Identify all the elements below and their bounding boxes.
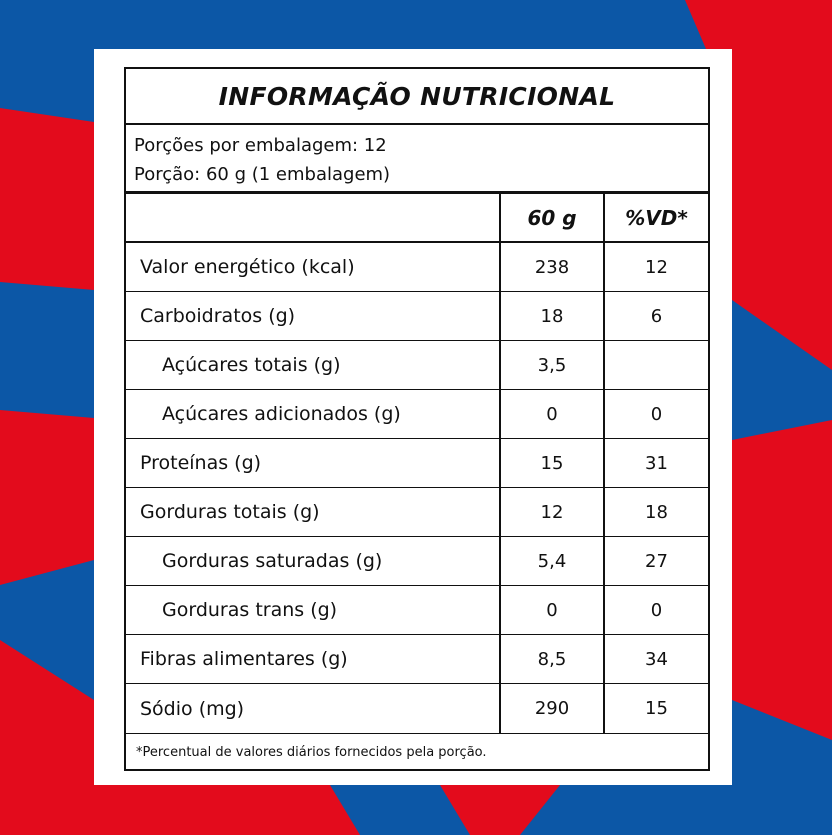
- table-row: [126, 635, 708, 684]
- table-row: [126, 390, 708, 439]
- servings-per-package: Porções por embalagem: 12: [134, 135, 387, 156]
- table-title: INFORMAÇÃO NUTRICIONAL: [126, 69, 708, 125]
- nutrient-dv: 31: [603, 439, 708, 487]
- nutrient-amount: 8,5: [499, 635, 603, 683]
- nutrient-dv: 27: [603, 537, 708, 585]
- nutrient-label: Gorduras trans (g): [162, 599, 338, 621]
- header-dv: %VD*: [603, 194, 708, 241]
- footnote: *Percentual de valores diários fornecidos pela porção.: [126, 733, 708, 774]
- nutrient-label: Açúcares totais (g): [162, 354, 341, 376]
- nutrient-label: Açúcares adicionados (g): [162, 403, 401, 425]
- table-row: [126, 243, 708, 292]
- nutrient-dv: 15: [603, 684, 708, 733]
- serving-size: Porção: 60 g (1 embalagem): [134, 164, 391, 185]
- nutrient-dv: 0: [603, 390, 708, 438]
- nutrient-label: Valor energético (kcal): [140, 256, 355, 278]
- table-row: [126, 341, 708, 390]
- nutrient-amount: 0: [499, 586, 603, 634]
- nutrition-card: [94, 49, 732, 785]
- nutrient-amount: 15: [499, 439, 603, 487]
- nutrient-dv: 0: [603, 586, 708, 634]
- nutrient-amount: 0: [499, 390, 603, 438]
- nutrient-label: Gorduras totais (g): [140, 501, 320, 523]
- nutrient-amount: 18: [499, 292, 603, 340]
- nutrient-amount: 290: [499, 684, 603, 733]
- table-row: [126, 586, 708, 635]
- nutrient-dv: 34: [603, 635, 708, 683]
- nutrient-amount: 12: [499, 488, 603, 536]
- nutrient-label: Carboidratos (g): [140, 305, 296, 327]
- nutrient-rows: [126, 243, 708, 733]
- nutrient-dv: 18: [603, 488, 708, 536]
- nutrient-amount: 238: [499, 243, 603, 291]
- portion-info: [126, 125, 708, 194]
- nutrient-amount: 3,5: [499, 341, 603, 389]
- column-header-row: [126, 194, 708, 243]
- header-amount: 60 g: [499, 194, 603, 241]
- nutrient-label: Proteínas (g): [140, 452, 262, 474]
- table-row: [126, 684, 708, 733]
- nutrient-label: Gorduras saturadas (g): [162, 550, 383, 572]
- table-row: [126, 537, 708, 586]
- header-label-cell: [126, 194, 499, 241]
- table-row: [126, 439, 708, 488]
- nutrient-dv: [603, 341, 708, 389]
- nutrient-dv: 12: [603, 243, 708, 291]
- table-row: [126, 488, 708, 537]
- nutrient-amount: 5,4: [499, 537, 603, 585]
- nutrient-dv: 6: [603, 292, 708, 340]
- nutrition-table: [124, 67, 710, 771]
- table-row: [126, 292, 708, 341]
- nutrient-label: Sódio (mg): [140, 697, 245, 720]
- nutrient-label: Fibras alimentares (g): [140, 648, 348, 670]
